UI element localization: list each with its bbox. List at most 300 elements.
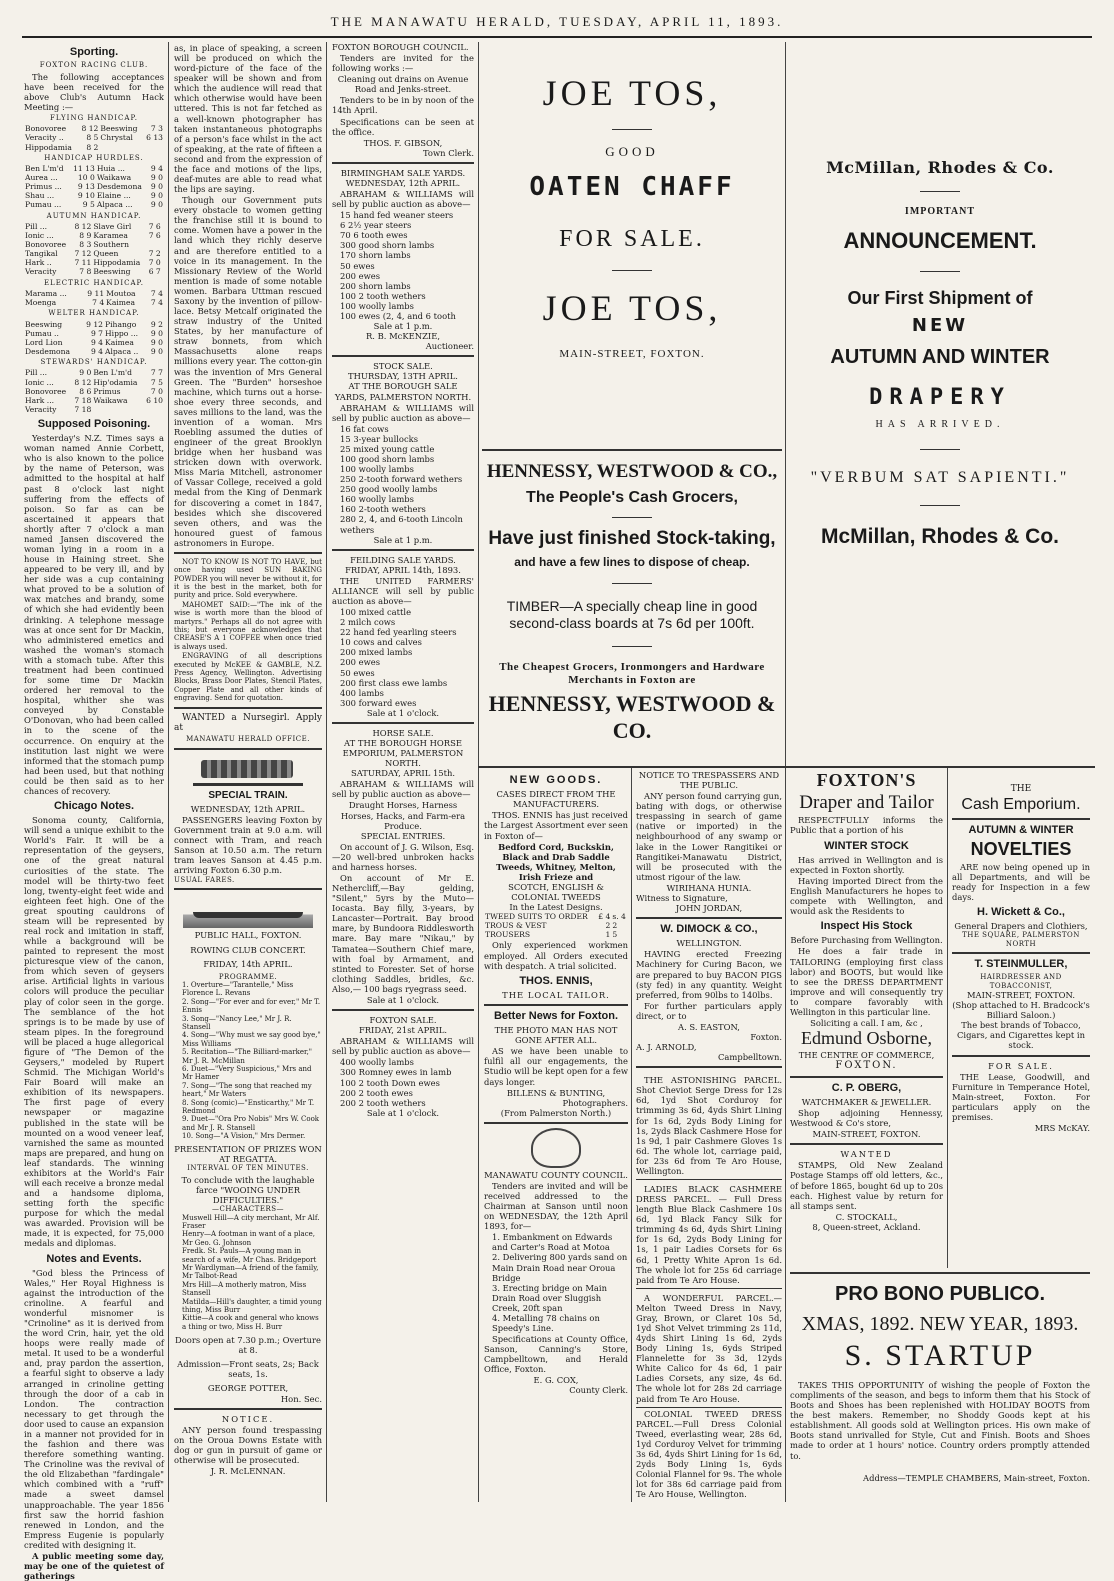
list-item: Kittie—A cook and general who knows a thing or two, Miss H. Burr — [182, 1314, 319, 1331]
table-cell: 9 0 — [150, 346, 163, 356]
table-cell: 7 11 — [74, 258, 92, 268]
county-spec: Specifications at County Office, Sanson, Canning's Store, Campbelltown, and Herald Office, Foxton. — [484, 1334, 628, 1375]
table-row — [24, 405, 164, 414]
osborne-name: Edmund Osborne, — [801, 1028, 932, 1049]
list-item: 2. Delivering 800 yards sand on Main Drain Road near Oroua Bridge — [492, 1252, 628, 1283]
stamps-text: STAMPS, Old New Zealand Postage Stamps off old letters, &c., of before 1865, bought 6d up to 20s each. Highest value by return for all stamps sent. — [790, 1160, 943, 1211]
screen-article: as, in place of speaking, a screen will be produced on which the word-picture of the face of the speaker will be shown and from which the audience will read that which otherwise would have been uttered. This is not far fetched as a well-known photographer has taken instantaneous photographs of a person's face whilst in the act of speaking, at the rate of fifteen a second and from the expression of the face and motions of the lips, deaf-mutes are able to read what the lips are saying. — [174, 43, 322, 195]
table-cell — [143, 405, 164, 414]
masthead — [0, 0, 1114, 40]
jordan-name: JOHN JORDAN, — [675, 903, 743, 914]
joe-tos-address: MAIN-STREET, FOXTON. — [559, 347, 705, 360]
notice-signature: J. R. McLENNAN. — [210, 1466, 286, 1477]
ennis-name: THOS. ENNIS, — [519, 974, 593, 987]
table-cell: Pihango — [105, 319, 137, 329]
table-row — [24, 396, 164, 405]
table-cell: Lord Lion — [25, 337, 63, 347]
table-cell: 7 2 — [148, 249, 161, 259]
arrived-line: HAS ARRIVED. — [875, 419, 1005, 431]
list-item: Matilda—Hill's daughter, a timid young thing, Miss Burr — [182, 1297, 322, 1314]
table-cell: 2 — [605, 921, 611, 931]
sporting-intro: The following acceptances have been received for the above Club's Autumn Hack Meeting :— — [24, 71, 164, 112]
xmas-line: XMAS, 1892. NEW YEAR, 1893. — [801, 1313, 1079, 1335]
notice-text: ANY person found trespassing on the Oroua Downs Estate with dog or gun in pursuit of game or otherwise will be prosecuted. — [174, 1424, 322, 1465]
table-row — [24, 298, 164, 307]
table-cell: 9 2 — [150, 319, 163, 329]
table-cell: 7 0 — [150, 386, 163, 396]
stockall-address: 8, Queen-street, Ackland. — [812, 1221, 921, 1232]
list-item: 300 forward ewes — [340, 697, 417, 708]
table-cell: Primus ... — [25, 182, 62, 192]
table-cell: 8 6 — [79, 386, 92, 396]
table-cell: 7 4 — [150, 288, 163, 298]
table-cell: 9 13 — [77, 182, 95, 192]
list-item: 200 shorn lambs — [340, 280, 411, 291]
stock-sale-day: THURSDAY, 13TH APRIL. — [348, 371, 458, 382]
table-cell: Hark .. — [25, 258, 52, 268]
sale-time-3: Sale at 1 o'clock. — [366, 707, 440, 718]
hurdles-table — [24, 164, 164, 210]
list-item: 100 good shorn lambs — [340, 453, 435, 464]
poison-heading: Supposed Poisoning. — [37, 417, 151, 430]
programme-list — [174, 981, 322, 1140]
table-cell: Hippo ... — [105, 328, 139, 338]
table-cell: 7 6 — [148, 231, 161, 241]
foxton-sale-day: FRIDAY, 21st APRIL. — [358, 1025, 448, 1036]
autumn-winter-line: AUTUMN AND WINTER — [830, 345, 1050, 368]
for-sale-heading: FOR SALE. — [988, 1060, 1054, 1071]
mcmillan-heading-2: McMillan, Rhodes & Co. — [820, 525, 1059, 549]
trade-text: He does a fair trade in TAILORING (employing first class labor) and BOOTS, but would like to see the DRESS DEPARTMENT improve and will consequently try to compare favorably with Wellington in this particular line. — [790, 946, 943, 1017]
list-item: 1. Overture—"Tarantelle," Miss Florence L. Revans — [182, 981, 294, 998]
dimock-text: HAVING erected Freezing Machinery for Curing Bacon, we are prepared to buy BACON PIGS (sty fed) in any quantity. Weight preferred, from 90lbs to 140lbs. — [636, 949, 782, 1000]
gibson-name: THOS. F. GIBSON, — [363, 137, 443, 148]
column-6 — [636, 770, 782, 1500]
important-line: IMPORTANT — [904, 206, 976, 218]
table-row — [24, 378, 164, 387]
prices-table — [484, 912, 628, 939]
table-row — [484, 921, 628, 930]
divider — [612, 270, 652, 271]
table-cell: 7 4 — [92, 298, 105, 308]
wanted-heading: WANTED — [840, 1149, 893, 1160]
table-cell: Bonovoree — [25, 240, 67, 250]
table-cell: Waikawa — [93, 395, 128, 405]
table-cell: 9 0 — [79, 368, 92, 378]
table-cell: Moutoa — [106, 288, 136, 298]
table-row — [24, 182, 164, 191]
billens-name: BILLENS & BUNTING, — [506, 1087, 606, 1098]
flying-table — [24, 124, 164, 151]
verbum-line: "VERBUM SAT SAPIENTI." — [810, 469, 1070, 487]
column-8 — [952, 770, 1090, 1270]
table-cell: 11 13 — [73, 164, 95, 173]
draper-tailor: Draper and Tailor — [799, 791, 934, 813]
electric-table — [24, 289, 164, 307]
column-divider — [326, 42, 327, 1502]
table-cell: Southern — [93, 240, 129, 250]
list-item: 300 good shorn lambs — [340, 240, 435, 251]
hurdles-heading: HANDICAP HURDLES. — [44, 153, 144, 162]
table-cell: Alpaca .. — [105, 346, 139, 356]
dimock-place: WELLINGTON. — [676, 938, 742, 949]
list-item: 25 mixed young cattle — [340, 443, 435, 454]
general-drapers: General Drapers and Clothiers, — [954, 921, 1088, 932]
county-heading: MANAWATU COUNTY COUNCIL. — [484, 1169, 628, 1180]
parcel-ad-4: COLONIAL TWEED DRESS PARCEL.—Full Dress Colonial Tweed, everlasting wear, 28s 6d, 1yd Corduroy Velvet for trimming 3s 6d, 4yds Shirt Lining for 1s 6d, 2yds Body Lining 1s, 6yds Colonial Flannel for 9s. The whole lot for 38s 6d carriage paid from Te Aro House, Wellington. — [636, 1408, 782, 1500]
table-cell: 9 0 — [150, 182, 163, 192]
startup-name: S. STARTUP — [844, 1339, 1036, 1372]
list-item: 50 ewes — [340, 667, 375, 678]
list-item: Muswell Hill—A city merchant, Mr Alf. Fraser — [182, 1213, 320, 1231]
table-cell: 5 — [612, 930, 618, 940]
table-cell: Shau ... — [25, 191, 55, 201]
sporting-heading: Sporting. — [69, 46, 119, 58]
list-item: 250 2-tooth forward wethers — [340, 474, 463, 485]
table-cell: 9 4 — [90, 337, 104, 347]
new-line: NEW — [911, 315, 969, 337]
designs-line: In the Latest Designs. — [509, 902, 603, 913]
divider — [332, 162, 474, 164]
potter-title: Hon. Sec. — [280, 1393, 322, 1404]
stocktaking-line: Have just finished Stock-taking, — [488, 528, 776, 550]
list-item: 3. Song—"Nancy Lee," Mr J. R. Stansell — [182, 1014, 292, 1032]
table-cell: Tangikal — [25, 249, 58, 259]
pro-bono-heading: PRO BONO PUBLICO. — [834, 1283, 1045, 1305]
concert-day: FRIDAY, 14th APRIL. — [203, 958, 293, 969]
lots-list-4 — [332, 1057, 474, 1107]
special-entries-text: On account of J. G. Wilson, Esq.—20 well-bred unbroken hacks and harness horses. — [332, 841, 475, 872]
table-row — [24, 173, 164, 182]
list-item: 16 fat cows — [340, 423, 389, 434]
prizes-line: PRESENTATION OF PRIZES WON AT REGATTA. — [174, 1143, 322, 1164]
nursegirl-ad: WANTED a Nursegirl. Apply at — [174, 712, 322, 734]
list-item: 70 6 tooth ewes — [340, 230, 408, 241]
divider — [174, 888, 322, 890]
table-cell: 6 10 — [146, 395, 163, 405]
table-cell: s. 4 — [612, 912, 626, 922]
lots-list-1 — [332, 210, 474, 321]
the-line: THE — [1010, 784, 1032, 794]
drapery-line: DRAPERY — [869, 384, 1011, 410]
oberg-address: MAIN-STREET, FOXTON. — [812, 1129, 921, 1140]
list-item: 3. Erecting bridge on Main Drain Road over Sluggish Creek, 20ft span — [492, 1282, 608, 1313]
table-cell: 8 12 — [74, 377, 92, 387]
table-cell: 8 9 — [79, 231, 92, 241]
list-item: 200 ewes — [340, 270, 381, 281]
table-cell: Bonovoree — [25, 386, 67, 396]
list-item: 6 2½ year steers — [340, 220, 412, 231]
doors-line: Doors open at 7.30 p.m.; Overture at 8. — [175, 1335, 321, 1356]
timber-line: TIMBER—A specially cheap line in good second-class boards at 7s 6d per 100ft. — [506, 598, 758, 632]
table-cell: 7 0 — [148, 258, 161, 268]
imported-text: Having imported Direct from the English Manufacturers he hopes to compete with Wellington, and would ask the Residents to — [790, 875, 943, 917]
scotch-line: SCOTCH, ENGLISH & COLONIAL TWEEDS — [508, 881, 604, 902]
startup-address: Address—TEMPLE CHAMBERS, Main-street, Foxton. — [863, 1472, 1090, 1483]
table-row — [24, 164, 164, 173]
oberg-name: C. P. OBERG, — [831, 1081, 902, 1094]
table-cell: Hip'odamia — [93, 377, 138, 387]
table-cell: Veracity — [25, 267, 57, 277]
divider — [636, 917, 782, 919]
cheapest-line: The Cheapest Grocers, Ironmongers and Hardware Merchants in Foxton are — [499, 660, 765, 687]
novelties-heading: NOVELTIES — [970, 839, 1072, 860]
divider — [478, 766, 785, 768]
autumn-table — [24, 222, 164, 277]
table-cell: 8 5 — [86, 133, 99, 143]
table-row — [24, 231, 164, 240]
table-row — [24, 249, 164, 258]
admission-line: Admission—Front seats, 2s; Back seats, 1s. — [177, 1359, 319, 1380]
electric-heading: ELECTRIC HANDICAP. — [43, 278, 145, 287]
table-row — [24, 289, 164, 298]
table-cell — [143, 143, 164, 152]
inspect-stock-line: Inspect His Stock — [820, 920, 913, 933]
foxton-sale-heading: FOXTON SALE. — [369, 1015, 437, 1026]
hennessy-heading-2: HENNESSY, WESTWOOD & CO. — [488, 691, 776, 743]
column-divider — [168, 42, 169, 1502]
crest-illustration — [531, 1128, 581, 1168]
stock-sale-place: AT THE BOROUGH SALE YARDS, PALMERSTON NORTH. — [334, 381, 472, 402]
table-row — [24, 347, 164, 356]
parcel-ad-3: A WONDERFUL PARCEL.— Melton Tweed Dress in Navy, Gray, Brown, or Claret 10s 5d, 1yd Shot Velvet trimming 2s 11d, 4yds Shirt Lining 1s 6d, 2yds Body Lining 1s, 6yds Striped Flannelette for 3s 3d, 12yds White Calico for 4s 6d, 1 pair Ladies Corsets, any size, 4s 6d. The whole lot for 28s 2d carriage paid from Te Aro House. — [636, 1290, 782, 1408]
table-cell: 7 12 — [74, 249, 92, 259]
special-entries-heading: SPECIAL ENTRIES. — [360, 830, 446, 841]
list-item: 50 ewes — [340, 260, 375, 271]
concert-title: ROWING CLUB CONCERT. — [190, 944, 306, 955]
announcement-heading: ANNOUNCEMENT. — [843, 228, 1037, 254]
cox-name: E. G. COX, — [533, 1375, 579, 1386]
welter-table — [24, 320, 164, 356]
tailor-line: THE LOCAL TAILOR. — [502, 989, 610, 1000]
table-cell: Pumau ... — [25, 200, 62, 210]
potter-name: GEORGE POTTER, — [207, 1383, 289, 1394]
county-text: Tenders are invited and will be received addressed to the Chairman at Sanson until noon on WEDNESDAY, the 12th April 1893, for— — [484, 1180, 628, 1232]
stewards-heading: STEWARDS' HANDICAP. — [40, 358, 148, 367]
auction-text-3: ABRAHAM & WILLIAMS will sell by public auction as above— — [332, 779, 474, 800]
table-cell: 7 8 — [79, 267, 92, 277]
table-row — [24, 240, 164, 249]
table-cell: £ 4 — [598, 912, 611, 922]
workmen-text: Only experienced workmen employed. All Orders executed with despatch. A trial solicited. — [484, 940, 628, 971]
watchmaker-line: WATCHMAKER & JEWELLER. — [801, 1096, 932, 1107]
table-row — [24, 200, 164, 209]
for-sale: FOR SALE. — [559, 225, 705, 252]
first-shipment-line: Our First Shipment of — [847, 287, 1033, 308]
council-due: Tenders to be in by noon of the 14th April. — [332, 95, 474, 116]
column-divider — [785, 42, 786, 1502]
table-cell: 8 2 — [86, 142, 99, 152]
joe-tos-heading-2: JOE TOS, — [542, 287, 722, 328]
stockall-name: C. STOCKALL, — [835, 1211, 898, 1222]
parcel-ad-1: THE ASTONISHING PARCEL. Shot Cheviot Serge Dress for 12s 6d, 1yd Shot Corduroy for trimming 3s 6d, 4yds Shirt Lining for 1s 6d, 2yds Body Lining for 1s, 2yds Black Cashmere Hose for 1s 9d, 1 pair Cashmere Gloves 1s 6d. The whole lot, carriage paid, for 23s 6d from Te Aro House, Wellington. — [636, 1072, 782, 1180]
divider — [174, 707, 322, 709]
oaten-chaff: OATEN CHAFF — [529, 171, 735, 202]
arnold-place: Campbelltown. — [717, 1052, 782, 1063]
list-item: 9. Duet—"Ora Pro Nobis" Mrs W. Cook and Mr J. R. Stansell — [182, 1115, 320, 1132]
characters-heading: —CHARACTERS— — [211, 1205, 285, 1214]
joe-tos-heading: JOE TOS, — [542, 73, 722, 113]
table-cell: Pill ... — [25, 221, 48, 231]
table-cell: 7 18 — [74, 395, 92, 405]
parcel-ad-2: LADIES BLACK CASHMERE DRESS PARCEL. — Full Dress length Blue Black Cashmere 10s 6d, 1yd Black Fancy Silk for trimming 4s 6d, 4yds Shirt Lining for 1s 6d, 2yds Body Lining for 1s, 1 pair Ladies Corsets for 6s 6d, 1 Pretty White Apron 1s 6d. The whole lot for 25s 6d carriage paid from Te Aro House. — [636, 1181, 782, 1289]
table-cell: Pill ... — [25, 368, 48, 378]
table-cell: 9 7 — [90, 328, 104, 338]
list-item: 300 Romney ewes in lamb — [340, 1067, 452, 1078]
autumn-heading: AUTUMN HANDICAP. — [46, 211, 142, 220]
list-item: 100 woolly lambs — [340, 300, 414, 311]
stewards-table — [24, 368, 164, 414]
table-cell: Moenga — [25, 298, 57, 308]
list-item: 15 3-year bullocks — [340, 433, 419, 444]
divider — [612, 517, 652, 518]
table-row — [24, 133, 164, 142]
table-row — [24, 258, 164, 267]
divider — [612, 583, 652, 584]
table-cell: 7 7 — [150, 368, 163, 378]
divider — [332, 549, 474, 551]
arnold-name: A. J. ARNOLD, — [636, 1042, 697, 1053]
column-divider — [478, 42, 479, 1502]
list-item: 22 hand fed yearling steers — [340, 627, 457, 638]
list-item: Henry—A footman in want of a place, Mr Geo. G. Johnson — [182, 1230, 316, 1247]
divider — [785, 766, 1095, 768]
arrived-wellington: Has arrived in Wellington and is expected in Foxton shortly. — [790, 854, 943, 875]
table-cell: 9 10 — [77, 191, 95, 201]
divider — [332, 722, 474, 724]
table-row — [24, 143, 164, 152]
steinmuller-address: MAIN-STREET, FOXTON. — [966, 990, 1076, 1001]
hunia-name: WIRIHANA HUNIA. — [666, 882, 752, 893]
table-cell: TWEED SUITS TO ORDER — [485, 912, 588, 922]
divider — [920, 449, 960, 450]
table-row — [24, 338, 164, 347]
dispose-line: and have a few lines to dispose of cheap. — [514, 554, 750, 569]
ennis-text: THOS. ENNIS has just received the Largest Assortment ever seen in Foxton of— — [484, 810, 628, 841]
divider — [482, 449, 782, 451]
table-cell: 10 0 — [77, 173, 95, 183]
flying-heading: FLYING HANDICAP. — [50, 113, 138, 122]
better-news-heading: Better News for Foxton. — [493, 1009, 619, 1022]
notes-article: "God bless the Princess of Wales," Her Royal Highness is against the introduction of the crinoline. A fearful and wonderful misnomer is "Crinoline" as it is derived from the word Crin, hair, yet the old hoops were really made of metal. It used to be a wonderful and, pray pardon the assertion, a fearful sight to observe a lady arranged in crinoline getting through the door of a cab in London. The contraction necessary to get through the door used to cause an expansion in a manner not provided for in the fashion and there was therefore something wanting. The Crinoline was the revival of the old Elizabethan "fardingale" which combined with a "ruff" made a sweet damsel unapproachable. The year 1856 first saw the horrid fashion renewed in London, and the Empress Eugenie is popularly credited with designing it. — [24, 1267, 164, 1550]
table-cell: 9 11 — [87, 288, 105, 298]
particulars-text: For further particulars apply direct, or to — [636, 1000, 782, 1021]
table-cell: Ben L'm'd — [25, 164, 64, 173]
table-row — [24, 267, 164, 276]
table-row — [24, 124, 164, 133]
column-4 — [482, 42, 782, 770]
lots-list-3 — [332, 607, 474, 708]
special-train-text: PASSENGERS leaving Foxton by Government train at 9.0 a.m. will connect with Tram, and reach Sanson at 10.50 a.m. The return tram leaves Sanson at 4.45 p.m. arriving Foxton 6.30 p.m. — [174, 814, 322, 875]
table-cell: Ionic ... — [25, 231, 54, 241]
table-cell: 7 5 — [150, 377, 163, 387]
photo-text: AS we have been unable to fulfil all our engagements, the Studio will be kept open for a few days longer. — [484, 1046, 628, 1087]
table-cell: Bonovoree — [25, 124, 67, 134]
list-item: 2 milch cows — [340, 617, 396, 628]
table-cell: Kaimea — [106, 298, 136, 308]
table-cell — [146, 240, 162, 249]
sale-time-2: Sale at 1 p.m. — [373, 534, 433, 545]
table-cell: Beeswing — [93, 267, 131, 277]
column-2 — [174, 42, 322, 1502]
divider — [612, 646, 652, 647]
list-item: 100 2 tooth Down ewes — [340, 1077, 440, 1088]
council-heading: FOXTON BOROUGH COUNCIL. — [332, 42, 469, 52]
list-item: 4. Song—"Why must we say good bye," Miss Williams — [182, 1031, 321, 1048]
table-cell: 9 4 — [90, 346, 104, 356]
table-cell: 9 12 — [86, 319, 104, 329]
sale-time-1: Sale at 1 p.m. — [373, 321, 433, 332]
table-cell — [92, 405, 143, 414]
column-divider — [631, 768, 632, 1502]
characters-list — [174, 1214, 322, 1331]
auction-text-4: ABRAHAM & WILLIAMS will sell by public auction as above— — [332, 1036, 474, 1057]
startup-text: TAKES THIS OPPORTUNITY of wishing the people of Foxton the compliments of the season, and begs to inform them that his Stock of Boots and Shoes has been replenished with HOLIDAY BOOTS from the best makers. Remember, no Shoddy Goods kept at his establishment. All goods sold at Wellington prices. His own make of Boots stand unrivalled for Style, Cut and Finish. Boots and Shoes made to order at 1 hours' notice. Country orders promptly attended to. — [790, 1380, 1090, 1461]
divider — [636, 1066, 782, 1068]
horse-lots: Draught Horses, Harness Horses, Hacks, and Farm-era Produce. — [340, 800, 466, 831]
foxton-line: FOXTON. — [835, 1059, 898, 1071]
table-cell: 8 12 — [81, 124, 99, 134]
lots-list-2 — [332, 424, 474, 535]
ufa-text: THE UNITED FARMERS' ALLIANCE will sell by public auction as above— — [332, 575, 474, 606]
divider — [174, 552, 322, 554]
divider — [174, 748, 322, 750]
list-item: 10 cows and calves — [340, 637, 422, 648]
column-3 — [332, 42, 474, 1502]
divider — [612, 129, 652, 130]
trespass-text: ANY person found carrying gun, bating with dogs, or otherwise trespassing in search of game (native or imported) in the neighbourhood of any swamp or lake in the Lower Rangitikei or Rangitikei-Manawatu District, will be prosecuted with the utmost rigour of the law. — [636, 791, 782, 882]
column-5 — [484, 770, 628, 1500]
divider — [174, 1408, 322, 1410]
shop-line: Shop adjoining Hennessy, Westwood & Co's store, — [790, 1108, 943, 1129]
table-cell: 6 7 — [148, 267, 161, 277]
auctioneer-name: R. B. McKENZIE, — [366, 331, 440, 342]
table-cell: Chrystal — [100, 133, 133, 143]
table-cell: TROUS & VEST — [485, 921, 547, 931]
foxtons-heading: FOXTON'S — [816, 770, 917, 790]
gibson-title: Town Clerk. — [423, 147, 474, 158]
easton-name: A. S. EASTON, — [678, 1021, 740, 1032]
table-cell: 9 0 — [150, 337, 163, 347]
autumn-winter-line: AUTUMN & WINTER — [968, 823, 1074, 836]
before-purchasing: Before Purchasing from Wellington. — [790, 935, 943, 946]
new-goods-heading: NEW GOODS. — [509, 774, 603, 786]
list-item: Mr Wardlyman—A friend of the family, Mr Talbot-Read — [182, 1264, 319, 1281]
auctioneer-title: Auctioneer. — [425, 341, 474, 352]
list-item: 250 good woolly lambs — [340, 484, 438, 495]
divider — [920, 191, 960, 192]
table-row — [24, 222, 164, 231]
table-cell — [162, 240, 164, 249]
poison-article: Yesterday's N.Z. Times says a woman named Annie Corbett, who is also known to the police by the name of Peterson, was admitted to the hospital at half past 8 o'clock last night suffering from the effects of poison. So far as can be ascertained it appears that shortly after 7 o'clock a man named Jansen discovered the woman lying in a room in a house in Haining street. She appeared to be very ill, and by her side was a cup containing what proved to be a solution of wax matches and brandy, some of which she had evidently been drinking. A telephone message was at once sent for Dr Mackin, who administered emetics and washed the woman's stomach with a stomach tube. After this treatment had been continued for some time Dr Mackin ordered her removal to the hospital, whither she was conveyed by Constable O'Donovan, who had been called in to the scene of the occurrence. On enquiry at the institution last night we were informed that the stomach pump had been used, but that nothing could be then said as to her chances of recovery. — [24, 433, 164, 796]
divider — [952, 952, 1090, 954]
auction-text-1: ABRAHAM & WILLIAMS will sell by public auction as above— — [332, 189, 474, 210]
table-cell: 6 13 — [146, 133, 163, 143]
table-cell: Alpaca ... — [96, 200, 133, 210]
photo-line: THE PHOTO MAN HAS NOT GONE AFTER ALL. — [494, 1025, 618, 1046]
list-item: 160 2-tooth wethers — [340, 504, 426, 515]
divider — [484, 1122, 628, 1124]
table-cell — [99, 143, 143, 152]
masthead-rule — [22, 36, 1092, 38]
palmerston-line: (From Palmerston North.) — [500, 1107, 612, 1118]
women-article: Though our Government puts every obstacle to women getting the franchise still it is bound to come. Women have a power in the land which they richly deserve and are therefore entitled to a voice in its management. In the Missionary Review of the World mention is made of some notable women. Barbara Uttman rescued Saxony by the invention of pillow-lace. Betsy Metcalf originated the straw industry of the United States, by her manufacture of straw bonnets, from which Massachusetts alone reaps millions every year. The cotton-gin was the invention of Mrs General Green. The "Burden" horseshoe machine, which turns out a horse-shoe every three seconds, and saves millions to the land, was the invention of a woman. Mrs Roebling assumed the duties of engineer of the great Brooklyn bridge when her husband was stricken down with overwork. Miss Maria Mitchell, astronomer of Vassar College, received a gold medal from the King of Denmark for discovering a comet in 1847, besides which she discovered seven others, and was the honoured guest of famous astronomers in Europe. — [174, 195, 322, 548]
divider — [952, 818, 1090, 820]
table-cell: Ben L'm'd — [93, 368, 132, 378]
council-work: Cleaning out drains on Avenue Road and Jenks-street. — [337, 74, 469, 95]
table-cell: 7 4 — [150, 298, 163, 308]
hall-name: PUBLIC HALL, FOXTON. — [194, 930, 302, 941]
